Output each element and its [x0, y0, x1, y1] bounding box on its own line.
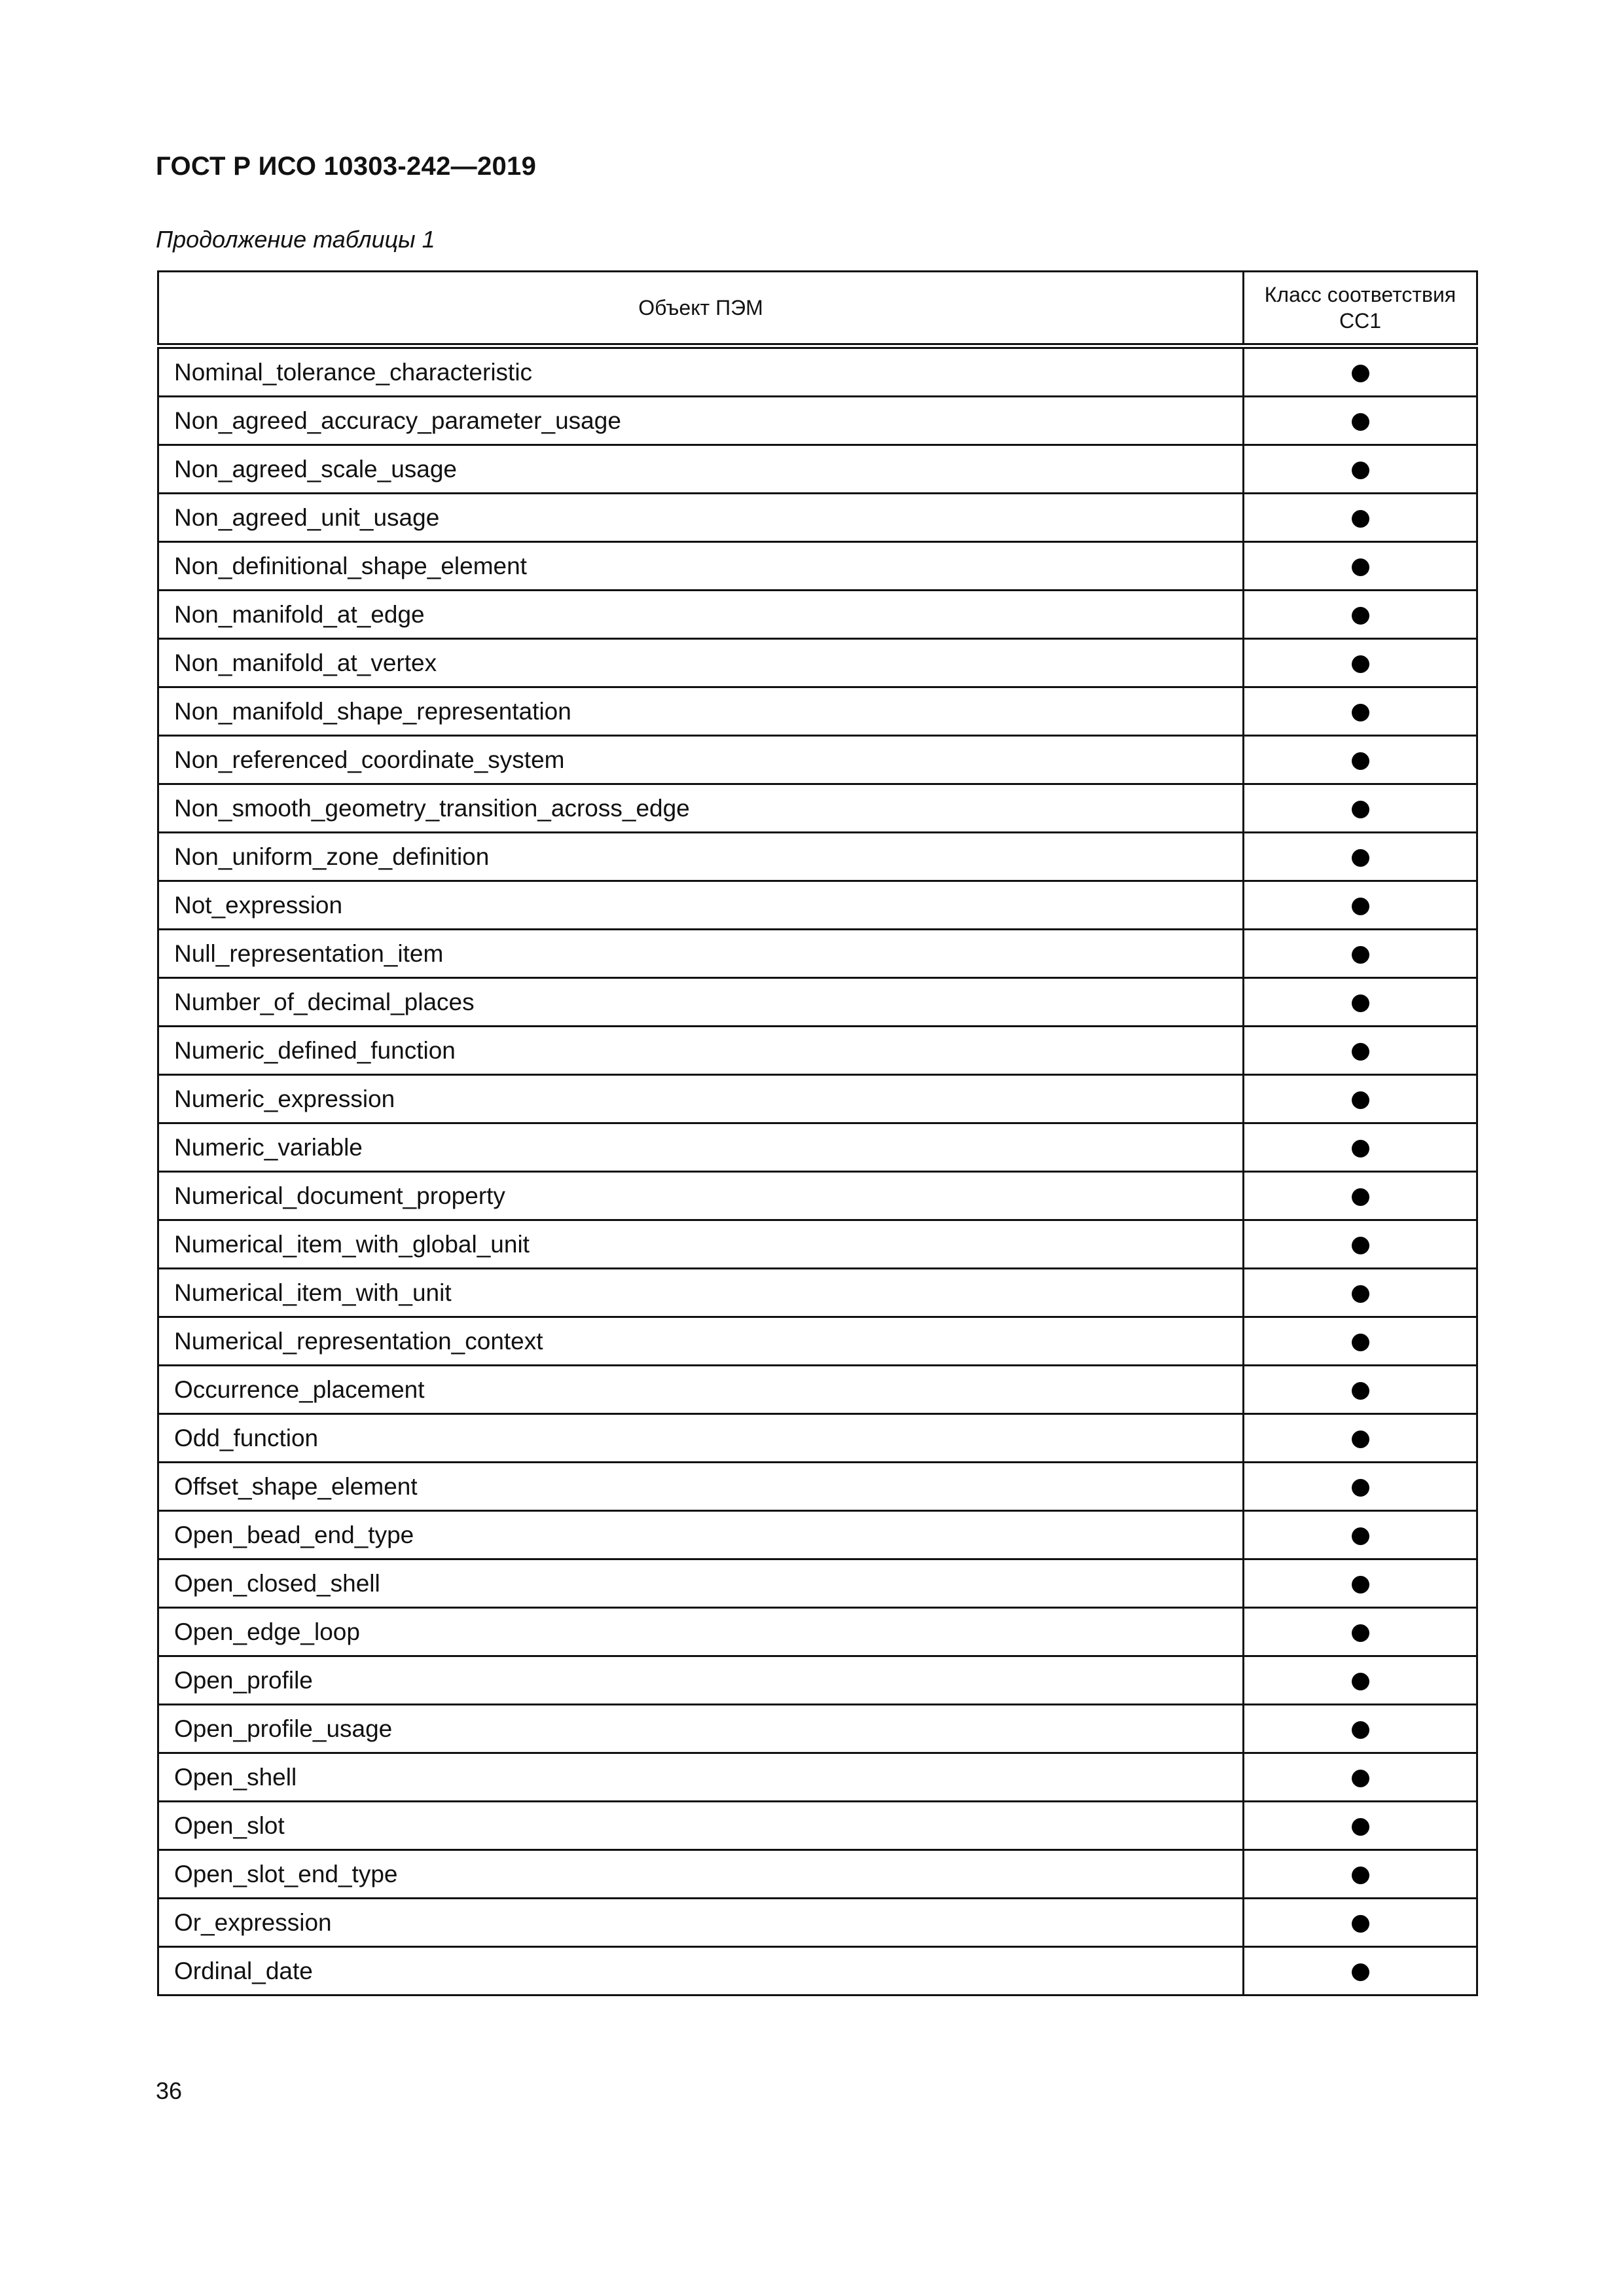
cc1-mark-cell	[1244, 1027, 1477, 1075]
cc1-mark-cell	[1244, 1172, 1477, 1220]
filled-circle-icon	[1352, 1721, 1369, 1739]
object-name-cell: Open_edge_loop	[158, 1608, 1244, 1656]
object-name-cell: Non_manifold_at_edge	[158, 591, 1244, 639]
cc1-mark-cell	[1244, 1850, 1477, 1899]
filled-circle-icon	[1352, 607, 1369, 625]
object-name-cell: Offset_shape_element	[158, 1463, 1244, 1511]
table-row	[158, 1269, 1477, 1317]
cc1-mark-cell	[1244, 1220, 1477, 1269]
object-name-cell: Non_referenced_coordinate_system	[158, 736, 1244, 784]
conformance-table	[157, 270, 1478, 1996]
table-row	[158, 784, 1477, 833]
cc1-mark-cell	[1244, 687, 1477, 736]
table-row	[158, 833, 1477, 881]
cc1-mark-cell	[1244, 1511, 1477, 1559]
object-name-cell: Non_agreed_accuracy_parameter_usage	[158, 397, 1244, 445]
object-name-cell: Open_closed_shell	[158, 1559, 1244, 1608]
object-name-cell: Open_bead_end_type	[158, 1511, 1244, 1559]
object-name-cell: Numeric_variable	[158, 1123, 1244, 1172]
table-row	[158, 1608, 1477, 1656]
object-name-cell: Numerical_item_with_unit	[158, 1269, 1244, 1317]
table-header-row	[158, 272, 1477, 346]
object-name-cell: Open_slot_end_type	[158, 1850, 1244, 1899]
table-row	[158, 542, 1477, 591]
filled-circle-icon	[1352, 1673, 1369, 1690]
object-name-cell: Ordinal_date	[158, 1947, 1244, 1995]
object-name-cell: Non_manifold_at_vertex	[158, 639, 1244, 687]
table-row	[158, 1123, 1477, 1172]
cc1-mark-cell	[1244, 1559, 1477, 1608]
table-row	[158, 1705, 1477, 1753]
column-header-object: Объект ПЭМ	[158, 272, 1244, 346]
cc1-mark-cell	[1244, 1899, 1477, 1947]
cc1-mark-cell	[1244, 591, 1477, 639]
filled-circle-icon	[1352, 1915, 1369, 1933]
filled-circle-icon	[1352, 752, 1369, 770]
object-name-cell: Occurrence_placement	[158, 1366, 1244, 1414]
cc1-mark-cell	[1244, 1753, 1477, 1802]
filled-circle-icon	[1352, 510, 1369, 528]
object-name-cell: Nominal_tolerance_characteristic	[158, 346, 1244, 397]
cc1-mark-cell	[1244, 784, 1477, 833]
object-name-cell: Not_expression	[158, 881, 1244, 930]
object-name-cell: Non_manifold_shape_representation	[158, 687, 1244, 736]
table-row	[158, 494, 1477, 542]
cc1-mark-cell	[1244, 1802, 1477, 1850]
filled-circle-icon	[1352, 1818, 1369, 1836]
filled-circle-icon	[1352, 1576, 1369, 1594]
cc1-mark-cell	[1244, 1269, 1477, 1317]
filled-circle-icon	[1352, 365, 1369, 382]
cc1-mark-cell	[1244, 1366, 1477, 1414]
filled-circle-icon	[1352, 558, 1369, 576]
table-row	[158, 1899, 1477, 1947]
document-title: ГОСТ Р ИСО 10303-242—2019	[156, 152, 537, 181]
object-name-cell: Open_shell	[158, 1753, 1244, 1802]
filled-circle-icon	[1352, 898, 1369, 915]
cc1-mark-cell	[1244, 1075, 1477, 1123]
cc1-mark-cell	[1244, 736, 1477, 784]
cc1-mark-cell	[1244, 445, 1477, 494]
cc1-mark-cell	[1244, 1656, 1477, 1705]
filled-circle-icon	[1352, 946, 1369, 964]
table-row	[158, 1463, 1477, 1511]
cc1-mark-cell	[1244, 833, 1477, 881]
object-name-cell: Non_uniform_zone_definition	[158, 833, 1244, 881]
cc1-mark-cell	[1244, 542, 1477, 591]
cc1-mark-cell	[1244, 930, 1477, 978]
object-name-cell: Odd_function	[158, 1414, 1244, 1463]
table-row	[158, 978, 1477, 1027]
filled-circle-icon	[1352, 1091, 1369, 1109]
table-row	[158, 881, 1477, 930]
object-name-cell: Numerical_document_property	[158, 1172, 1244, 1220]
cc1-mark-cell	[1244, 639, 1477, 687]
table-caption: Продолжение таблицы 1	[156, 226, 435, 253]
table-body	[158, 346, 1477, 1995]
filled-circle-icon	[1352, 1188, 1369, 1206]
column-header-class-line2: CC1	[1339, 309, 1381, 333]
table-row	[158, 1317, 1477, 1366]
object-name-cell: Or_expression	[158, 1899, 1244, 1947]
object-name-cell: Open_profile_usage	[158, 1705, 1244, 1753]
filled-circle-icon	[1352, 1140, 1369, 1157]
table-row	[158, 639, 1477, 687]
object-name-cell: Non_agreed_scale_usage	[158, 445, 1244, 494]
filled-circle-icon	[1352, 1237, 1369, 1254]
table-row	[158, 1366, 1477, 1414]
filled-circle-icon	[1352, 413, 1369, 431]
table-row	[158, 1559, 1477, 1608]
table-row	[158, 591, 1477, 639]
filled-circle-icon	[1352, 1770, 1369, 1787]
object-name-cell: Null_representation_item	[158, 930, 1244, 978]
object-name-cell: Number_of_decimal_places	[158, 978, 1244, 1027]
object-name-cell: Open_profile	[158, 1656, 1244, 1705]
table-row	[158, 445, 1477, 494]
table-row	[158, 1656, 1477, 1705]
table-row	[158, 1947, 1477, 1995]
table-row	[158, 736, 1477, 784]
cc1-mark-cell	[1244, 1463, 1477, 1511]
cc1-mark-cell	[1244, 1414, 1477, 1463]
table-row	[158, 687, 1477, 736]
table-row	[158, 397, 1477, 445]
cc1-mark-cell	[1244, 1705, 1477, 1753]
object-name-cell: Non_agreed_unit_usage	[158, 494, 1244, 542]
object-name-cell: Numeric_expression	[158, 1075, 1244, 1123]
column-header-class-line1: Класс соответствия	[1264, 283, 1456, 306]
table-row	[158, 1075, 1477, 1123]
filled-circle-icon	[1352, 1963, 1369, 1981]
table-row	[158, 1753, 1477, 1802]
cc1-mark-cell	[1244, 881, 1477, 930]
filled-circle-icon	[1352, 1479, 1369, 1497]
cc1-mark-cell	[1244, 397, 1477, 445]
filled-circle-icon	[1352, 1382, 1369, 1400]
object-name-cell: Numerical_representation_context	[158, 1317, 1244, 1366]
filled-circle-icon	[1352, 655, 1369, 673]
object-name-cell: Numeric_defined_function	[158, 1027, 1244, 1075]
cc1-mark-cell	[1244, 1608, 1477, 1656]
filled-circle-icon	[1352, 1043, 1369, 1061]
cc1-mark-cell	[1244, 1317, 1477, 1366]
table-row	[158, 1850, 1477, 1899]
object-name-cell: Numerical_item_with_global_unit	[158, 1220, 1244, 1269]
table-row	[158, 930, 1477, 978]
cc1-mark-cell	[1244, 346, 1477, 397]
cc1-mark-cell	[1244, 494, 1477, 542]
table-row	[158, 1802, 1477, 1850]
object-name-cell: Non_smooth_geometry_transition_across_edge	[158, 784, 1244, 833]
filled-circle-icon	[1352, 1334, 1369, 1351]
filled-circle-icon	[1352, 994, 1369, 1012]
table-row	[158, 1414, 1477, 1463]
object-name-cell: Non_definitional_shape_element	[158, 542, 1244, 591]
filled-circle-icon	[1352, 704, 1369, 721]
table-row	[158, 1027, 1477, 1075]
filled-circle-icon	[1352, 1430, 1369, 1448]
table-row	[158, 1220, 1477, 1269]
filled-circle-icon	[1352, 1867, 1369, 1884]
cc1-mark-cell	[1244, 1947, 1477, 1995]
conformance-table-container	[157, 270, 1476, 1996]
filled-circle-icon	[1352, 1624, 1369, 1642]
table-row	[158, 1172, 1477, 1220]
page-number: 36	[156, 2077, 183, 2104]
table-row	[158, 346, 1477, 397]
object-name-cell: Open_slot	[158, 1802, 1244, 1850]
cc1-mark-cell	[1244, 1123, 1477, 1172]
filled-circle-icon	[1352, 849, 1369, 867]
column-header-class	[1244, 272, 1477, 346]
filled-circle-icon	[1352, 801, 1369, 818]
table-row	[158, 1511, 1477, 1559]
cc1-mark-cell	[1244, 978, 1477, 1027]
filled-circle-icon	[1352, 1285, 1369, 1303]
filled-circle-icon	[1352, 462, 1369, 479]
filled-circle-icon	[1352, 1527, 1369, 1545]
